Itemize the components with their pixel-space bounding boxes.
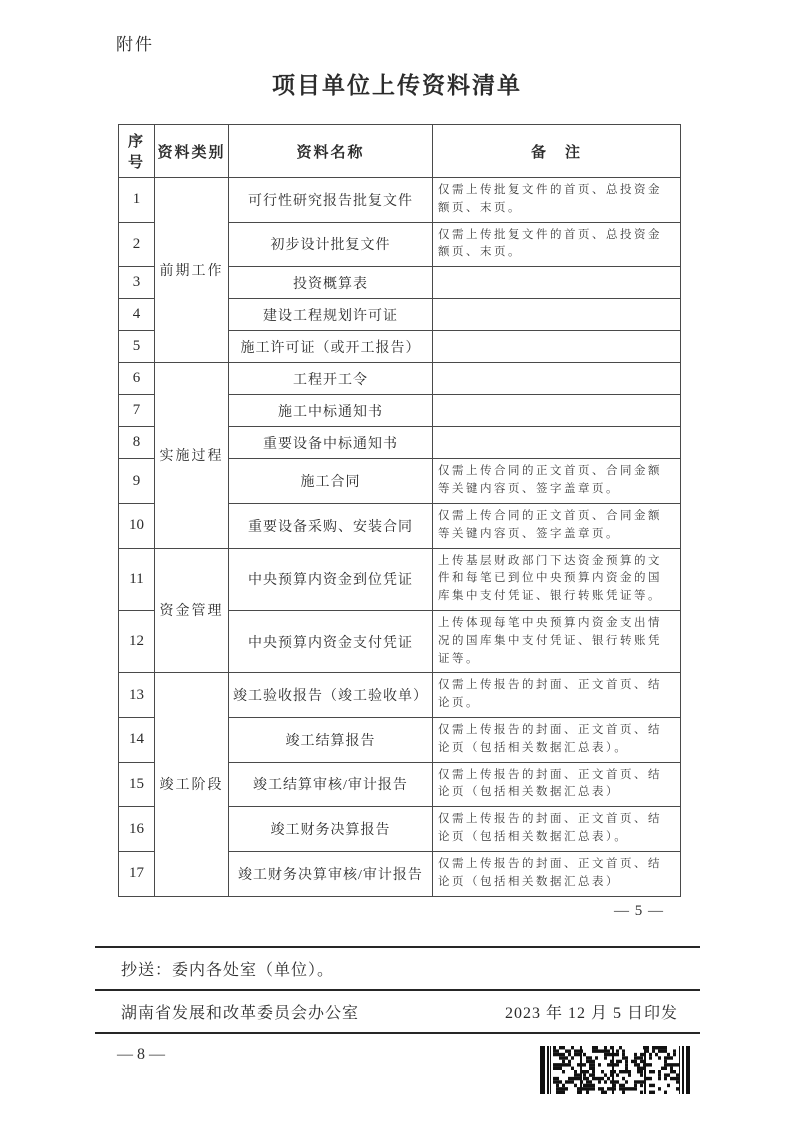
issuer-row — [95, 991, 700, 1032]
material-name-cell: 施工中标通知书 — [229, 395, 433, 427]
category-cell: 实施过程 — [155, 363, 229, 548]
remark-cell: 仅需上传报告的封面、正文首页、结论页。 — [433, 673, 681, 718]
remark-cell: 仅需上传批复文件的首页、总投资金额页、末页。 — [433, 222, 681, 267]
material-name-cell: 中央预算内资金支付凭证 — [229, 610, 433, 672]
row-number-cell: 15 — [119, 762, 155, 807]
remark-cell: 仅需上传批复文件的首页、总投资金额页、末页。 — [433, 178, 681, 223]
table-row — [119, 673, 681, 718]
remark-cell: 上传基层财政部门下达资金预算的文件和每笔已到位中央预算内资金的国库集中支付凭证、银行转账凭证等。 — [433, 548, 681, 610]
row-number-cell: 10 — [119, 503, 155, 548]
page-number-top: — 5 — — [614, 902, 664, 919]
material-name-cell: 竣工财务决算报告 — [229, 807, 433, 852]
remark-cell — [433, 299, 681, 331]
material-name-cell: 重要设备采购、安装合同 — [229, 503, 433, 548]
material-name-cell: 竣工验收报告（竣工验收单） — [229, 673, 433, 718]
bottom-row — [95, 1046, 700, 1094]
row-number-cell: 8 — [119, 427, 155, 459]
print-date: 2023 年 12 月 5 日印发 — [504, 1004, 678, 1022]
remark-cell — [433, 267, 681, 299]
row-number-cell: 5 — [119, 331, 155, 363]
row-number-cell: 1 — [119, 178, 155, 223]
material-name-cell: 可行性研究报告批复文件 — [229, 178, 433, 223]
header-name: 资料名称 — [229, 125, 433, 178]
table-body — [119, 178, 681, 897]
row-number-cell: 9 — [119, 459, 155, 504]
cc-line: 抄送：委内各处室（单位）。 — [121, 961, 335, 979]
material-name-cell: 竣工结算审核/审计报告 — [229, 762, 433, 807]
material-name-cell: 建设工程规划许可证 — [229, 299, 433, 331]
row-number-cell: 12 — [119, 610, 155, 672]
table-row — [119, 178, 681, 223]
remark-cell: 仅需上传报告的封面、正文首页、结论页（包括相关数据汇总表）。 — [433, 718, 681, 763]
header-row — [119, 125, 681, 178]
category-cell: 前期工作 — [155, 178, 229, 363]
row-number-cell: 7 — [119, 395, 155, 427]
remark-cell: 上传体现每笔中央预算内资金支出情况的国库集中支付凭证、银行转账凭证等。 — [433, 610, 681, 672]
material-name-cell: 施工合同 — [229, 459, 433, 504]
material-name-cell: 竣工财务决算审核/审计报告 — [229, 851, 433, 896]
remark-cell: 仅需上传合同的正文首页、合同金额等关键内容页、签字盖章页。 — [433, 503, 681, 548]
material-name-cell: 工程开工令 — [229, 363, 433, 395]
header-remark: 备 注 — [433, 125, 681, 178]
row-number-cell: 11 — [119, 548, 155, 610]
table-row — [119, 548, 681, 610]
header-category: 资料类别 — [155, 125, 229, 178]
remark-cell: 仅需上传合同的正文首页、合同金额等关键内容页、签字盖章页。 — [433, 459, 681, 504]
material-name-cell: 重要设备中标通知书 — [229, 427, 433, 459]
issuer-office: 湖南省发展和改革委员会办公室 — [121, 1004, 360, 1022]
row-number-cell: 3 — [119, 267, 155, 299]
material-name-cell: 施工许可证（或开工报告） — [229, 331, 433, 363]
material-name-cell: 投资概算表 — [229, 267, 433, 299]
remark-cell — [433, 363, 681, 395]
row-number-cell: 2 — [119, 222, 155, 267]
row-number-cell: 13 — [119, 673, 155, 718]
table-row — [119, 363, 681, 395]
footer — [95, 946, 700, 1094]
category-cell: 竣工阶段 — [155, 673, 229, 896]
row-number-cell: 4 — [119, 299, 155, 331]
table-header — [119, 125, 681, 178]
row-number-cell: 17 — [119, 851, 155, 896]
row-number-cell: 16 — [119, 807, 155, 852]
row-number-cell: 6 — [119, 363, 155, 395]
remark-cell: 仅需上传报告的封面、正文首页、结论页（包括相关数据汇总表） — [433, 851, 681, 896]
header-no: 序号 — [119, 125, 155, 178]
remark-cell — [433, 395, 681, 427]
material-name-cell: 中央预算内资金到位凭证 — [229, 548, 433, 610]
barcode-icon — [540, 1046, 690, 1094]
materials-table — [118, 124, 681, 897]
page-number-bottom: — 8 — — [117, 1045, 165, 1063]
attachment-label: 附件 — [116, 35, 154, 54]
remark-cell: 仅需上传报告的封面、正文首页、结论页（包括相关数据汇总表） — [433, 762, 681, 807]
remark-cell: 仅需上传报告的封面、正文首页、结论页（包括相关数据汇总表）。 — [433, 807, 681, 852]
remark-cell — [433, 331, 681, 363]
page-title: 项目单位上传资料清单 — [272, 73, 522, 98]
material-name-cell: 竣工结算报告 — [229, 718, 433, 763]
remark-cell — [433, 427, 681, 459]
material-name-cell: 初步设计批复文件 — [229, 222, 433, 267]
row-number-cell: 14 — [119, 718, 155, 763]
category-cell: 资金管理 — [155, 548, 229, 673]
footer-divider-bottom — [95, 1032, 700, 1034]
